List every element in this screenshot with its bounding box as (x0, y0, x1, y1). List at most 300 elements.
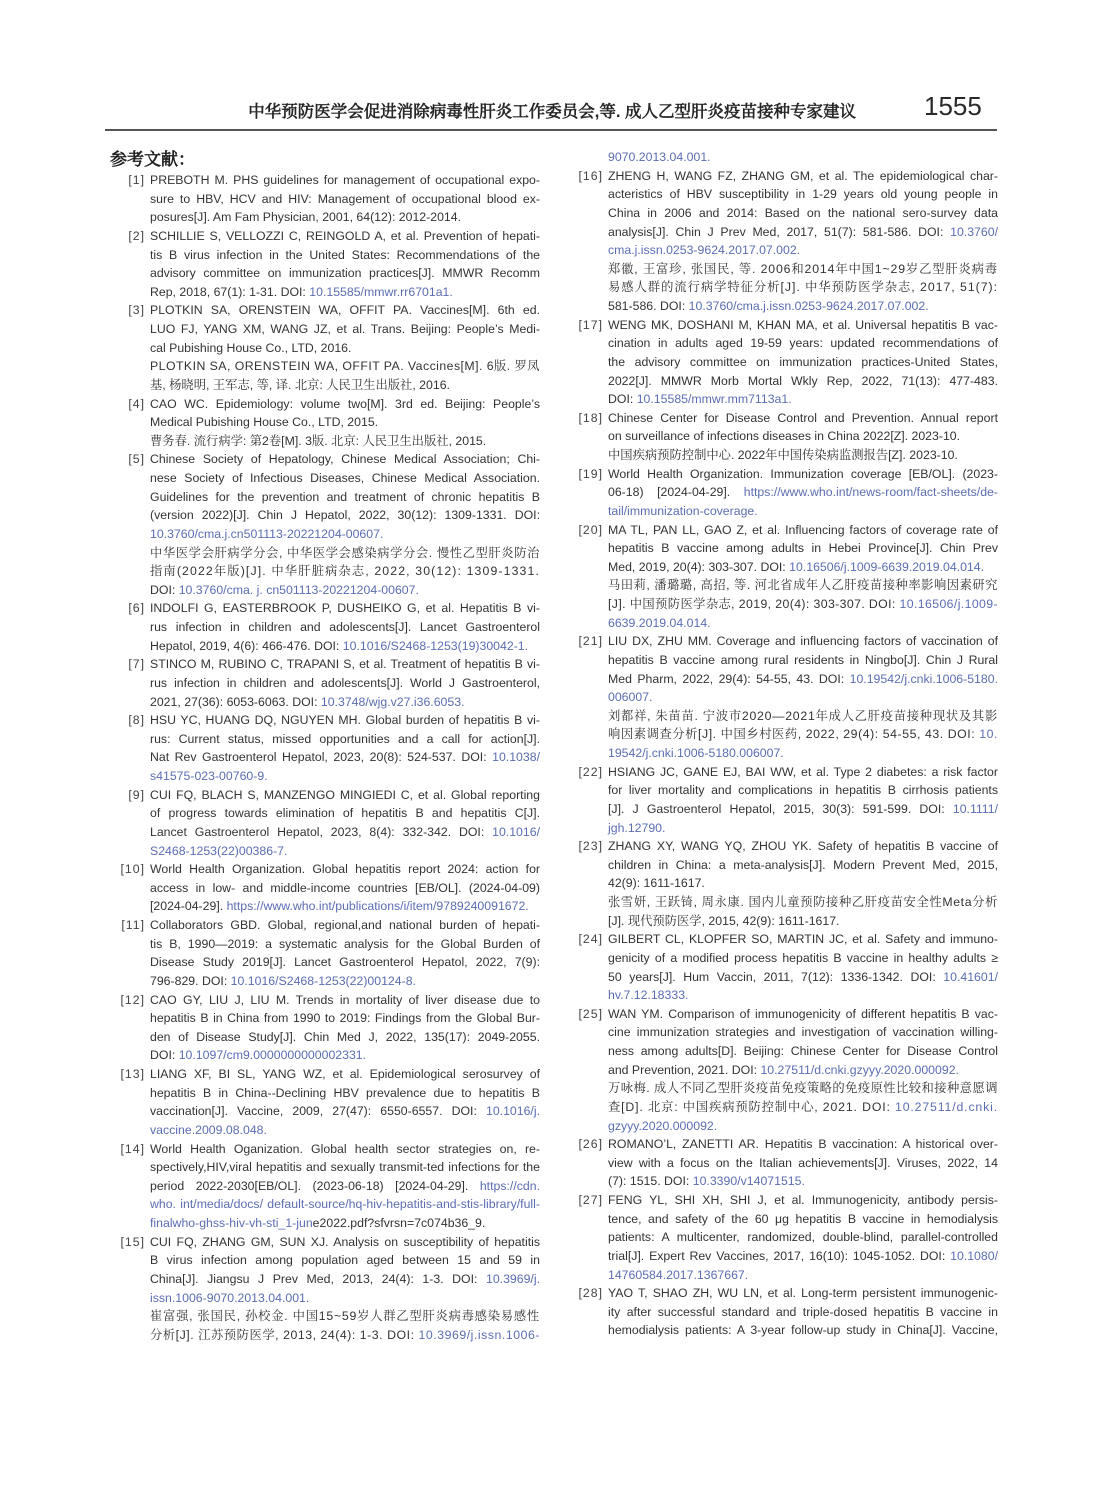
reference-link[interactable]: 10.3969/j.issn.1006- (418, 1327, 540, 1342)
reference-text: World Health Oganization. Global health sector strategies on, re- (150, 1141, 540, 1156)
reference-text: CAO GY, LIU J, LIU M. Trends in mortality of liver disease due to (150, 992, 540, 1007)
reference-line (608, 632, 998, 651)
reference-entry (563, 1191, 998, 1284)
line-text (608, 707, 998, 726)
reference-link[interactable]: 10.1080/ (950, 1248, 998, 1263)
reference-link[interactable]: 10.27511/d.cnki.gzyyy.2020.000092. (760, 1062, 959, 1077)
reference-line (150, 469, 540, 488)
reference-link[interactable]: 10.19542/j.cnki.1006-5180. (849, 671, 998, 686)
reference-link[interactable]: 10.3760/ (950, 224, 998, 239)
line-text (608, 539, 998, 558)
reference-line (608, 1303, 998, 1322)
line-text (608, 1135, 998, 1154)
reference-text: trial[J]. Expert Rev Vaccines, 2017, 16(10): 1045-1052. DOI: (608, 1248, 951, 1263)
reference-text: STINCO M, RUBINO C, TRAPANI S, et al. Treatment of hepatitis B vi- (150, 657, 540, 672)
reference-line (150, 1158, 540, 1177)
reference-text: Rep, 2018, 67(1): 1-31. DOI: (150, 284, 310, 299)
reference-body (608, 837, 998, 930)
reference-body (150, 711, 540, 786)
reference-text: 张雪妍, 王跃锜, 周永康. 国内儿童预防接种乙肝疫苗安全性Meta分析 (608, 895, 998, 909)
reference-number: [15] (120, 1234, 145, 1249)
reference-link[interactable]: 6639.2019.04.014. (608, 615, 711, 630)
reference-link[interactable]: 10.16506/j.1009- (899, 597, 998, 611)
citation-paragraph (150, 991, 540, 1066)
reference-number: [9] (128, 787, 145, 802)
reference-text: World Health Organization. Immunization coverage [EB/OL]. (2023- (608, 466, 998, 481)
line-text (150, 860, 540, 879)
reference-text: ity after successful standard and triple-dosed hepatitis B vaccine in (608, 1304, 998, 1319)
reference-link[interactable]: 10.16506/j.1009-6639.2019.04.014. (789, 559, 985, 574)
reference-line (608, 1005, 998, 1024)
reference-line (150, 879, 540, 898)
reference-text: view with a focus on the Italian achievements[J]. Viruses, 2022, 14 (608, 1155, 998, 1170)
line-text (608, 1321, 998, 1340)
citation-paragraph (608, 465, 998, 521)
citation-paragraph (150, 916, 540, 991)
reference-line (150, 395, 540, 414)
reference-line (150, 1270, 540, 1289)
reference-line (150, 208, 540, 227)
line-text (608, 595, 998, 614)
reference-link[interactable]: 10.15585/mmwr.rr6701a1. (309, 284, 453, 299)
reference-body (608, 167, 998, 316)
reference-line (608, 1321, 998, 1340)
reference-text: posures[J]. Am Fam Physician, 2001, 64(12): 2012-2014. (150, 210, 462, 225)
reference-entry (563, 632, 998, 762)
line-text (150, 1102, 540, 1121)
reference-body (150, 227, 540, 302)
citation-paragraph (608, 707, 998, 763)
reference-text: DOI: (150, 582, 179, 597)
reference-line (150, 1214, 540, 1233)
reference-link[interactable]: S2468-1253(22)00386-7. (150, 843, 288, 858)
reference-body (608, 1191, 998, 1284)
line-text (150, 637, 528, 656)
reference-line (608, 204, 998, 223)
reference-entry (105, 1065, 540, 1140)
reference-body (608, 409, 998, 465)
line-text (150, 1233, 540, 1252)
reference-text: genicity of a modified process hepatitis B vaccine in healthy adults ≥ (608, 950, 998, 965)
reference-link[interactable]: 10.1038/ (492, 750, 540, 765)
reference-text: DOI: (608, 392, 637, 407)
reference-number: [1] (128, 173, 145, 187)
reference-body (608, 930, 998, 1005)
reference-number: [17] (578, 317, 603, 332)
line-text (608, 837, 998, 856)
line-text (608, 446, 958, 465)
reference-link[interactable]: 10.3760/cma.j.issn.0253-9624.2017.07.002. (688, 299, 929, 313)
reference-text: 查[D]. 北京: 中国疾病预防控制中心, 2021. DOI: (608, 1099, 896, 1114)
reference-number: [12] (120, 992, 145, 1007)
reference-line (150, 804, 540, 823)
reference-text: [J]. 现代预防医学, 2015, 42(9): 1611-1617. (608, 913, 840, 928)
reference-body (150, 450, 540, 599)
reference-text: the advisory committee on immunization practices-United States, (608, 354, 998, 369)
line-text (608, 1061, 959, 1080)
reference-text: cal Pubishing House Co., LTD, 2016. (150, 340, 352, 355)
line-text (608, 521, 998, 540)
line-text (150, 1140, 540, 1159)
reference-text: hepatitis B in China from 1990 to 2019: Findings from the Global Bur- (150, 1011, 540, 1026)
reference-link[interactable]: 10.3760/cma.j.cn501113-20221204-00607. (150, 526, 384, 541)
line-text (150, 171, 540, 190)
reference-line (608, 1098, 998, 1117)
line-text (150, 767, 268, 786)
line-text (608, 893, 998, 912)
reference-text: for liver mortality and complications in hepatitis B cirrhosis patients (608, 783, 998, 798)
reference-line (150, 413, 540, 432)
line-text (150, 562, 540, 581)
reference-text: 基, 杨晓明, 王军志, 等, 译. 北京: 人民卫生出版社, 2016. (150, 377, 450, 392)
reference-line (608, 558, 998, 577)
line-text (608, 1303, 998, 1322)
reference-link[interactable]: 10.15585/mmwr.mm7113a1. (636, 392, 792, 407)
reference-text: LIU DX, ZHU MM. Coverage and influencing factors of vaccination of (608, 634, 998, 649)
citation-paragraph (608, 837, 998, 893)
reference-link[interactable]: vaccine.2009.08.048. (150, 1122, 267, 1137)
reference-entry (563, 465, 998, 521)
reference-link[interactable]: 19542/j.cnki.1006-5180.006007. (608, 746, 784, 760)
citation-paragraph (608, 167, 998, 260)
reference-line (150, 1177, 540, 1196)
reference-line (608, 1154, 998, 1173)
line-text (608, 949, 998, 968)
reference-line (150, 1102, 540, 1121)
reference-line (150, 748, 540, 767)
reference-body (150, 1065, 540, 1140)
reference-line (608, 893, 998, 912)
line-text (150, 1028, 540, 1047)
line-text (150, 1307, 540, 1326)
reference-number: [2] (128, 228, 145, 243)
reference-text: [J]. J Gastroenterol Hepatol, 2015, 30(3): 591-599. DOI: (608, 801, 953, 816)
reference-link[interactable]: 10.1111/ (952, 801, 998, 816)
citation-paragraph (608, 260, 998, 316)
reference-line (608, 297, 998, 316)
line-text (608, 651, 998, 670)
reference-text: cination in adults aged 19-59 years: updated recommendations of (608, 336, 998, 351)
reference-line (150, 935, 540, 954)
reference-entry (105, 227, 540, 302)
reference-entry (563, 1005, 998, 1135)
reference-link[interactable]: 10.1016/ (492, 824, 540, 839)
reference-text: LIANG XF, BI SL, YANG WZ, et al. Epidemiological serosurvey of (150, 1067, 540, 1081)
reference-entry (105, 395, 540, 451)
reference-text: sure to HBV, HCV and HIV: Management of occupational blood ex- (150, 191, 540, 206)
reference-line (608, 502, 998, 521)
line-text (608, 1210, 998, 1229)
line-text (150, 804, 540, 823)
reference-body (150, 1140, 540, 1233)
reference-body (608, 1135, 998, 1191)
reference-line (608, 1023, 998, 1042)
reference-link[interactable]: 10. (979, 727, 998, 742)
reference-link[interactable]: 10.1016/S2468-1253(19)30042-1. (342, 638, 529, 653)
reference-text: tence, and safety of the 60 μg hepatitis B vaccine in hemodialysis (608, 1211, 998, 1226)
reference-link[interactable]: cma.j.issn.0253-9624.2017.07.002. (608, 243, 801, 258)
reference-entry (563, 521, 998, 633)
reference-entry (563, 930, 998, 1005)
reference-text: China in 2006 and 2014: Based on the national sero-survey data (608, 205, 998, 220)
reference-link[interactable]: hv.7.12.18333. (608, 988, 689, 1003)
reference-body (608, 316, 998, 409)
line-text (150, 227, 540, 246)
reference-link[interactable]: who. int/media/docs/ default-source/hq-hiv-hepatitis-and-stis-library/full- (150, 1197, 540, 1212)
line-text (608, 912, 839, 931)
reference-link[interactable]: issn.1006-9070.2013.04.001. (150, 1290, 310, 1305)
reference-link[interactable]: 10.27511/d.cnki. (895, 1099, 998, 1114)
reference-link[interactable]: jgh.12790. (608, 820, 666, 835)
reference-link[interactable]: s41575-023-00760-9. (150, 769, 268, 783)
reference-text: Chinese Society of Hepatology, Chinese Medical Association; Chi- (150, 452, 540, 467)
reference-line (608, 763, 998, 782)
reference-text: Collaborators GBD. Global, regional,and national burden of hepati- (150, 918, 540, 932)
reference-line (608, 874, 998, 893)
line-text (150, 432, 486, 451)
reference-text: 崔富强, 张国民, 孙校金. 中国15~59岁人群乙型肝炎病毒感染易感性 (150, 1309, 540, 1324)
reference-text: 中国疾病预防控制中心. 2022年中国传染病监测报告[Z]. 2023-10. (608, 448, 958, 462)
line-text (150, 1270, 540, 1289)
reference-link[interactable]: 10.1016/S2468-1253(22)00124-8. (230, 973, 416, 988)
reference-entry (105, 450, 540, 599)
reference-link[interactable]: 9070.2013.04.001. (608, 150, 711, 164)
line-text (150, 1326, 540, 1345)
reference-text: GILBERT CL, KLOPFER SO, MARTIN JC, et al. Safety and immuno- (608, 932, 998, 947)
reference-line (150, 1233, 540, 1252)
line-text (150, 581, 419, 600)
line-text (608, 1228, 998, 1247)
reference-text: and Prevention, 2021. DOI: (608, 1062, 761, 1077)
reference-link[interactable]: 10.1016/j. (485, 1104, 540, 1119)
reference-text: YAO T, SHAO ZH, WU LN, et al. Long-term persistent immunogenic- (608, 1286, 998, 1301)
line-text (150, 842, 287, 861)
reference-text: Nat Rev Gastroenterol Hepatol, 2023, 20(8): 524-537. DOI: (150, 750, 493, 765)
line-text (608, 427, 960, 446)
reference-number: [21] (578, 634, 603, 649)
line-text (150, 413, 378, 432)
reference-text: access in low- and middle-income countries [EB/OL]. (2024-04-09) (150, 880, 540, 895)
line-text (608, 1079, 998, 1098)
reference-text: 2021, 27(36): 6053-6063. DOI: (150, 694, 321, 709)
reference-text: tis B, 1990—2019: a systematic analysis for the Global Burden of (150, 936, 540, 951)
reference-text: 796-829. DOI: (150, 973, 231, 988)
line-text (608, 185, 998, 204)
line-text (608, 1042, 998, 1061)
reference-text: hemodialysis patients: A 3-year follow-up study in China[J]. Vaccine, (608, 1323, 998, 1338)
reference-number: [27] (578, 1193, 603, 1207)
reference-line (150, 972, 540, 991)
line-text (608, 632, 998, 651)
line-text (150, 320, 540, 339)
citation-paragraph (608, 316, 998, 409)
reference-text: ZHENG H, WANG FZ, ZHANG GM, et al. The epidemiological char- (608, 168, 998, 183)
reference-number: [5] (128, 452, 145, 467)
reference-line (608, 800, 998, 819)
reference-text: 郑徽, 王富珍, 张国民, 等. 2006和2014年中国1~29岁乙型肝炎病毒 (608, 261, 998, 276)
citation-paragraph (150, 711, 540, 786)
reference-text: (7): 1515. DOI: (608, 1174, 693, 1189)
reference-line (608, 614, 998, 633)
line-text (150, 1289, 309, 1308)
reference-line (608, 670, 998, 689)
line-text (608, 1172, 805, 1191)
citation-paragraph (608, 763, 998, 838)
reference-number: [8] (128, 713, 145, 728)
reference-line (150, 1307, 540, 1326)
line-text (150, 618, 540, 637)
reference-line (150, 1046, 540, 1065)
reference-line (608, 949, 998, 968)
citation-paragraph (608, 148, 998, 167)
reference-link[interactable]: 10.3969/j. (485, 1271, 540, 1286)
reference-link[interactable]: finalwho-ghss-hiv-vh-sti_1-jun (150, 1216, 313, 1230)
line-text (608, 278, 998, 297)
reference-line (150, 953, 540, 972)
reference-body (150, 599, 540, 655)
reference-line (150, 823, 540, 842)
reference-text: 42(9): 1611-1617. (608, 876, 705, 891)
reference-line (150, 376, 540, 395)
citation-paragraph (608, 409, 998, 446)
reference-line (608, 1210, 998, 1229)
reference-text: rus infection in children and adolescents[J]. World J Gastroenterol, (150, 675, 540, 690)
line-text (150, 376, 450, 395)
reference-line (150, 1251, 540, 1270)
line-text (608, 390, 792, 409)
line-text (150, 395, 540, 414)
line-text (150, 693, 464, 712)
reference-text: ZHANG XY, WANG YQ, ZHOU YK. Safety of hepatitis B vaccine of (608, 839, 998, 854)
line-text (608, 409, 998, 428)
reference-link[interactable]: tail/immunization-coverage. (608, 503, 758, 518)
reference-text: hepatitis B vaccine among adults in Hebei Province[J]. Chin Prev (608, 541, 998, 556)
reference-entry (563, 1135, 998, 1191)
reference-text: (version 2022)[J]. Chin J Hepatol, 2022, 30(12): 1309-1331. DOI: (150, 508, 540, 523)
reference-line (150, 1326, 540, 1345)
reference-line (150, 860, 540, 879)
reference-link[interactable]: gzyyy.2020.000092. (608, 1118, 718, 1133)
line-text (150, 1084, 540, 1103)
reference-line (150, 842, 540, 861)
citation-paragraph (608, 930, 998, 1005)
citation-paragraph (150, 227, 540, 302)
reference-line (608, 446, 998, 465)
reference-body (150, 655, 540, 711)
reference-link[interactable]: https://cdn. (479, 1178, 540, 1193)
reference-text: CUI FQ, ZHANG GM, SUN XJ. Analysis on susceptibility of hepatitis (150, 1234, 540, 1249)
reference-line (150, 1009, 540, 1028)
reference-entry (105, 786, 540, 861)
line-text (150, 1046, 366, 1065)
line-text (150, 450, 540, 469)
reference-line (150, 301, 540, 320)
reference-body (608, 465, 998, 521)
citation-paragraph (608, 632, 998, 707)
reference-link[interactable]: 10.3390/v14071515. (692, 1174, 805, 1189)
reference-line (608, 1247, 998, 1266)
line-text (150, 711, 540, 730)
reference-entry (105, 991, 540, 1066)
line-text (608, 725, 998, 744)
line-text (150, 469, 540, 488)
reference-text: B virus infection among population aged between 15 and 59 in (150, 1253, 540, 1268)
citation-paragraph (150, 450, 540, 543)
line-text (150, 525, 383, 544)
reference-line (150, 897, 540, 916)
reference-text: SCHILLIE S, VELLOZZI C, REINGOLD A, et al. Prevention of hepati- (150, 228, 540, 243)
line-text (150, 935, 540, 954)
citation-paragraph (608, 576, 998, 632)
reference-text: 06-18) [2024-04-29]. (608, 485, 744, 500)
line-text (608, 353, 998, 372)
reference-line (608, 651, 998, 670)
reference-link[interactable]: https://www.who.int/publications/i/item/9789240091672. (226, 899, 529, 914)
reference-number: [26] (578, 1137, 603, 1152)
reference-entry (105, 599, 540, 655)
citation-paragraph (150, 544, 540, 600)
line-text (608, 1117, 717, 1136)
line-text (608, 204, 998, 223)
reference-text: FENG YL, SHI XH, SHI J, et al. Immunogenicity, antibody persis- (608, 1193, 998, 1207)
reference-line (150, 506, 540, 525)
reference-line (150, 599, 540, 618)
reference-text: den of Disease Study[J]. Chin Med J, 2022, 135(17): 2049-2055. (150, 1029, 540, 1044)
reference-entry (105, 655, 540, 711)
citation-paragraph (150, 599, 540, 655)
reference-link[interactable]: 14760584.2017.1367667. (608, 1267, 749, 1282)
reference-line (608, 968, 998, 987)
reference-number: [19] (578, 466, 603, 481)
reference-text: [2024-04-29]. (150, 899, 227, 914)
reference-text: CAO WC. Epidemiology: volume two[M]. 3rd ed. Beijing: People’s (150, 396, 540, 411)
reference-text: 马田莉, 潘璐璐, 高招, 等. 河北省成年人乙肝疫苗接种率影响因素研究 (608, 578, 998, 593)
reference-entry (105, 916, 540, 991)
reference-link[interactable]: 006007. (608, 690, 653, 705)
line-text (150, 1214, 485, 1233)
line-text (608, 874, 705, 893)
reference-body (150, 1233, 540, 1345)
line-text (608, 334, 998, 353)
reference-link[interactable]: 10.1097/cm9.0000000000002331. (178, 1048, 367, 1063)
reference-link[interactable]: 10.3760/cma. j. cn501113-20221204-00607. (178, 582, 419, 597)
reference-link[interactable]: https://www.who.int/news-room/fact-sheets/de- (743, 485, 998, 500)
reference-text: ness among adults[D]. Beijing: Chinese Center for Disease Control (608, 1044, 998, 1058)
reference-line (608, 688, 998, 707)
reference-text: 2022[J]. MMWR Morb Mortal Wkly Rep, 2022, 71(13): 477-483. (608, 373, 998, 388)
reference-line (608, 986, 998, 1005)
line-text (150, 1158, 540, 1177)
line-text (150, 544, 540, 563)
reference-link[interactable]: 10.41601/ (943, 969, 998, 984)
reference-line (150, 916, 540, 935)
reference-line (608, 483, 998, 502)
reference-entry (563, 763, 998, 838)
reference-link[interactable]: 10.3748/wjg.v27.i36.6053. (320, 694, 465, 709)
line-text (608, 1284, 998, 1303)
line-text (608, 1266, 748, 1285)
reference-line (150, 339, 540, 358)
reference-text: PLOTKIN SA, ORENSTEIN WA, OFFIT PA. Vaccines[M]. 6版. 罗凤 (150, 359, 540, 374)
reference-text: Med Pharm, 2022, 29(4): 54-55, 43. DOI: (608, 671, 850, 686)
reference-text: CUI FQ, BLACH S, MANZENGO MINGIEDI C, et al. Global reporting (150, 787, 540, 802)
reference-number: [13] (120, 1067, 145, 1081)
citation-paragraph (150, 860, 540, 916)
line-text (608, 1191, 998, 1210)
reference-line (608, 278, 998, 297)
reference-line (608, 1079, 998, 1098)
reference-text: MA TL, PAN LL, GAO Z, et al. Influencing factors of coverage rate of (608, 522, 998, 537)
